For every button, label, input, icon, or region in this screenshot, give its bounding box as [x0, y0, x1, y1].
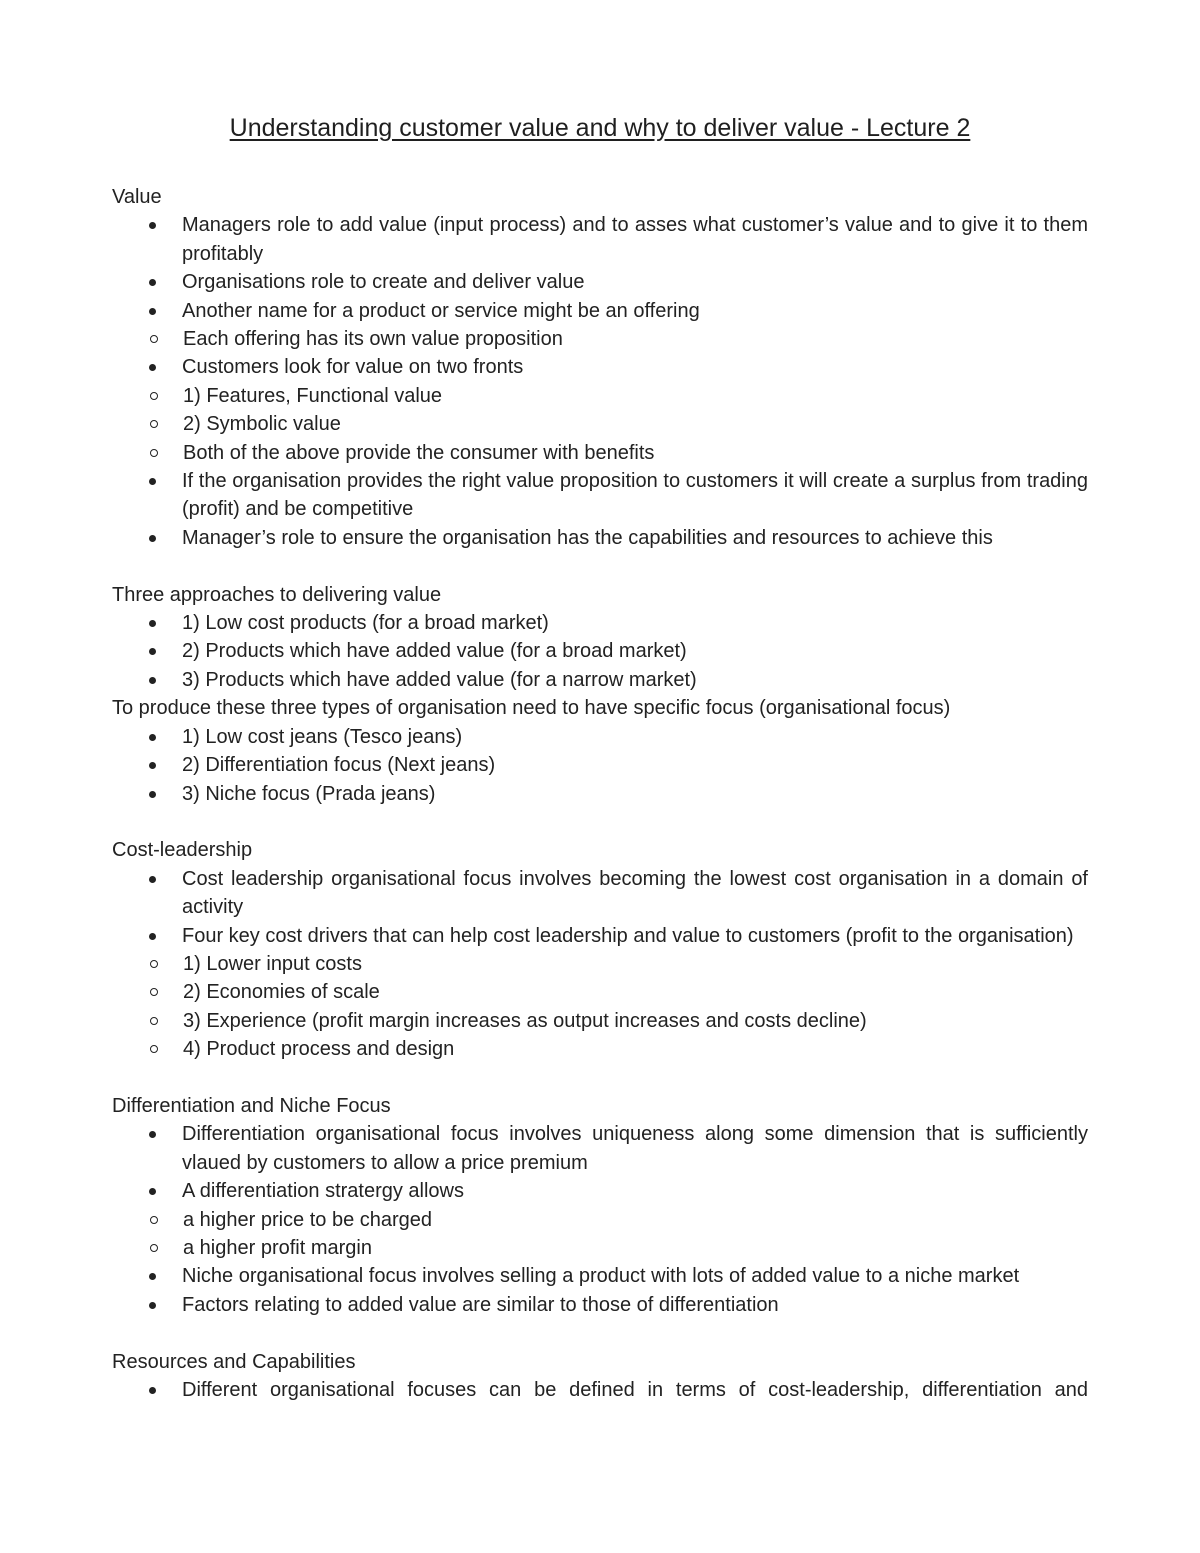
spacer: [112, 1064, 1088, 1092]
focus-paragraph: To produce these three types of organisation need to have specific focus (organisational focus): [112, 697, 951, 720]
list-item: 2) Products which have added value (for a broad market): [112, 637, 1088, 665]
section-heading-differentiation: Differentiation and Niche Focus: [112, 1094, 391, 1117]
sub-list-item: 4) Product process and design: [42, 1035, 1088, 1063]
list-item: Differentiation organisational focus involves uniqueness along some dimension that is sufficiently vlaued by customers to allow a price premium: [112, 1120, 1088, 1177]
section-heading-approaches: Three approaches to delivering value: [112, 583, 442, 606]
sub-list-item: 2) Symbolic value: [42, 410, 1088, 438]
list-item: 1) Low cost jeans (Tesco jeans): [112, 723, 1088, 751]
value-list: [112, 211, 1088, 325]
spacer: [112, 1319, 1088, 1347]
list-item: A differentiation stratergy allows: [112, 1177, 1088, 1205]
fronts-sublist: [42, 382, 1088, 467]
sub-list-item: 1) Features, Functional value: [42, 382, 1088, 410]
sub-list-item: 3) Experience (profit margin increases as output increases and costs decline): [42, 1007, 1088, 1035]
section-heading-value: Value: [112, 186, 162, 208]
list-item: Managers role to add value (input process) and to asses what customer’s value and to give it to them profitably: [112, 211, 1088, 268]
drivers-sublist: [42, 950, 1088, 1064]
approaches-list: [112, 609, 1088, 694]
value-list-cont: [112, 353, 1088, 381]
diff-list-end: [112, 1262, 1088, 1319]
spacer: [112, 808, 1088, 836]
list-item: 2) Differentiation focus (Next jeans): [112, 751, 1088, 779]
cost-list: [112, 865, 1088, 950]
list-item: 3) Niche focus (Prada jeans): [112, 780, 1088, 808]
list-item: Four key cost drivers that can help cost leadership and value to customers (profit to the organisation): [112, 922, 1088, 950]
list-item: Factors relating to added value are similar to those of differentiation: [112, 1291, 1088, 1319]
section-heading-resources: Resources and Capabilities: [112, 1350, 356, 1373]
offering-sublist: [42, 325, 1088, 353]
list-item: 3) Products which have added value (for a narrow market): [112, 666, 1088, 694]
sub-list-item: Each offering has its own value proposition: [42, 325, 1088, 353]
list-item: Another name for a product or service might be an offering: [112, 297, 1088, 325]
list-item: Manager’s role to ensure the organisation has the capabilities and resources to achieve this: [112, 524, 1088, 552]
resources-list: [112, 1376, 1088, 1404]
list-item: Different organisational focuses can be defined in terms of cost-leadership, differentiation and: [112, 1376, 1088, 1404]
value-list-end: [112, 467, 1088, 552]
section-heading-cost-leadership: Cost-leadership: [112, 839, 253, 862]
sub-list-item: Both of the above provide the consumer with benefits: [42, 439, 1088, 467]
sub-list-item: 1) Lower input costs: [42, 950, 1088, 978]
list-item: Organisations role to create and deliver value: [112, 268, 1088, 296]
sub-list-item: a higher price to be charged: [42, 1206, 1088, 1234]
diff-list: [112, 1120, 1088, 1205]
page-title: Understanding customer value and why to deliver value - Lecture 2: [229, 114, 971, 142]
list-item: 1) Low cost products (for a broad market): [112, 609, 1088, 637]
sub-list-item: a higher profit margin: [42, 1234, 1088, 1262]
spacer: [112, 552, 1088, 580]
list-item: Niche organisational focus involves selling a product with lots of added value to a niche market: [112, 1262, 1088, 1290]
list-item: Cost leadership organisational focus involves becoming the lowest cost organisation in a domain of activity: [112, 865, 1088, 922]
list-item: If the organisation provides the right value proposition to customers it will create a surplus from trading (profit) and be competitive: [112, 467, 1088, 524]
allows-sublist: [42, 1206, 1088, 1263]
list-item: Customers look for value on two fronts: [112, 353, 1088, 381]
focus-list: [112, 723, 1088, 808]
sub-list-item: 2) Economies of scale: [42, 978, 1088, 1006]
